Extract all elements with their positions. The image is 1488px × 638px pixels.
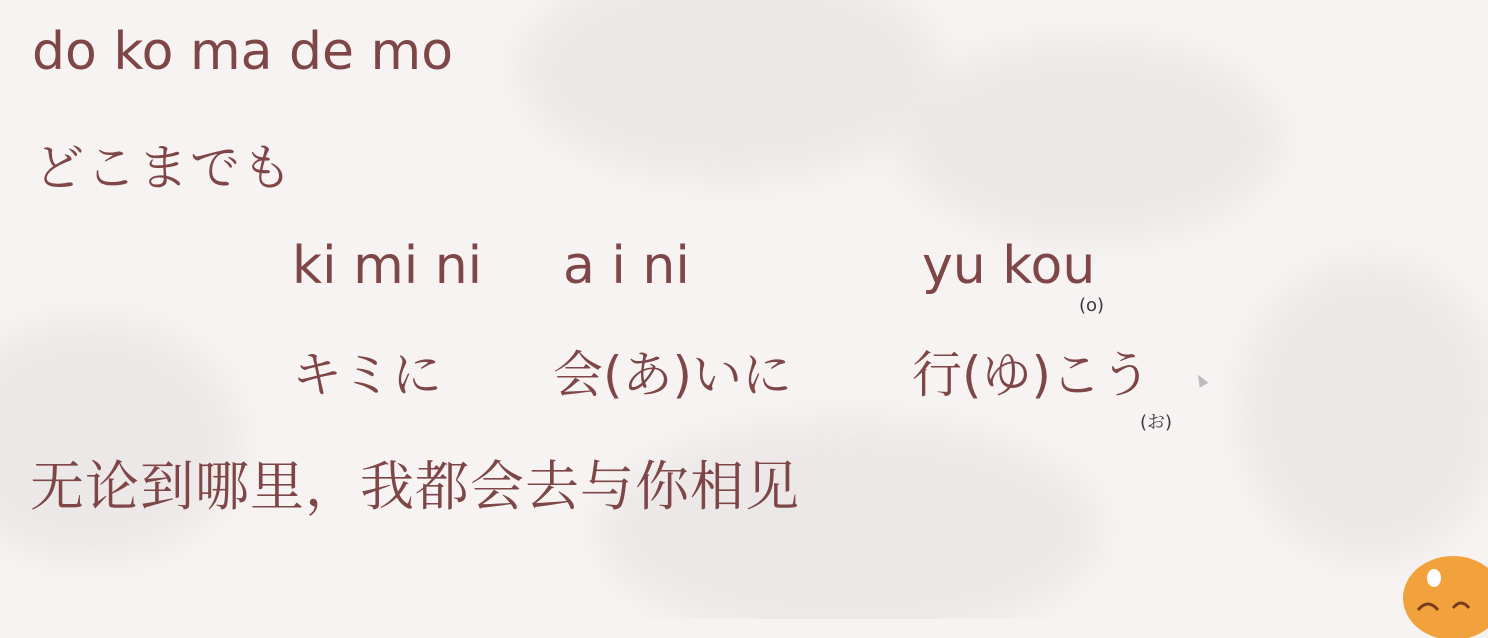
line2-romaji-part3: yu kou xyxy=(922,236,1096,296)
line2-romaji-part2: a i ni xyxy=(563,236,690,296)
line1-kana: どこまでも xyxy=(34,139,294,197)
line2-romaji-part1: ki mi ni xyxy=(292,236,483,296)
translation-text: 无论到哪里，我都会去与你相见 xyxy=(30,455,800,518)
line2-kana-part2: 会(あ)いに xyxy=(553,346,793,404)
line1-romaji: do ko ma de mo xyxy=(32,22,454,82)
romaji-note: (o) xyxy=(1079,295,1105,316)
line2-kana-part1: キミに xyxy=(292,346,442,404)
kana-note: (お) xyxy=(1140,412,1173,433)
mascot-icon xyxy=(1398,548,1488,638)
line2-kana-part3: 行(ゆ)こう xyxy=(912,346,1152,404)
